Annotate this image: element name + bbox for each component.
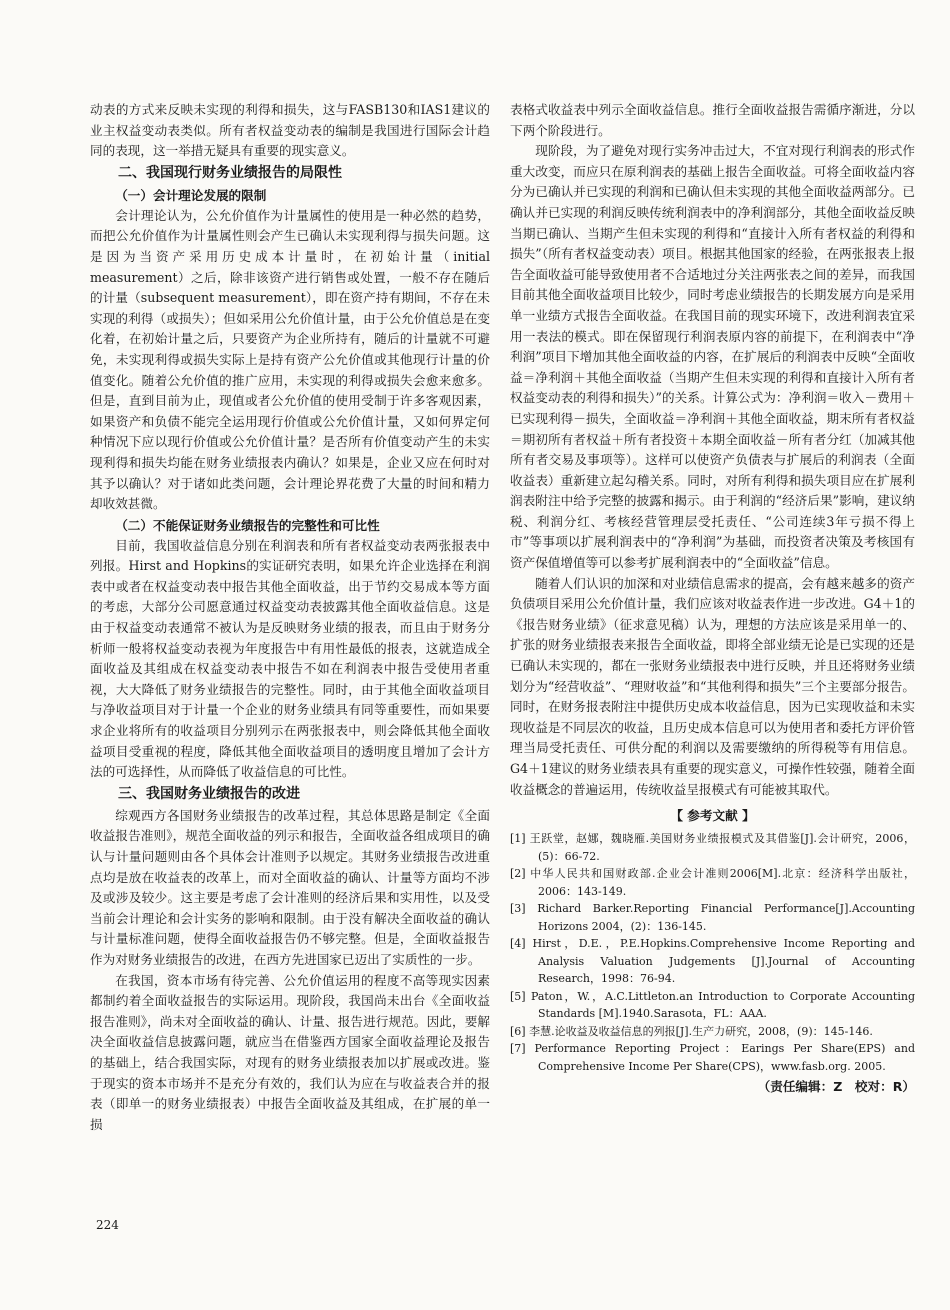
reference-item: [1] 王跃堂，赵娜，魏晓雁.美国财务业绩报模式及其借鉴[J].会计研究，2006，(5)：66-72. (510, 832, 915, 863)
body-paragraph: 会计理论认为，公允价值作为计量属性的使用是一种必然的趋势，而把公允价值作为计量属性则会产生已确认未实现利得与损失问题。这是因为当资产采用历史成本计量时，在初始计量（initial measurement）之后，除非该资产进行销售或处置，一般不存在随后的计量（subsequent measurement），即在资产持有期间，不存在未实现的利得（或损失）；但如采用公允价值计量，由于公允价值总是在变化着，在初始计量之后，只要资产为企业所持有，随后的计量就不可避免，未实现利得或损失实际上是持有资产公允价值或其他现行计量的价值变化。随着公允价值的推广应用，未实现的利得或损失会愈来愈多。但是，直到目前为止，现值或者公允价值的使用受制于许多客观因素，如果资产和负债不能完全运用现行价值或公允价值计量，又如何界定何种情况下应以现行价值或公允价值计量？是否所有价值变动产生的未实现利得和损失均能在财务业绩报表内确认？如果是，企业又应在何时对其予以确认？对于诸如此类问题，会计理论界花费了大量的时间和精力却收效甚微。 (90, 207, 490, 512)
body-paragraph: 在我国，资本市场有待完善、公允价值运用的程度不高等现实因素都制约着全面收益报告的实际运用。现阶段，我国尚未出台《全面收益报告准则》，尚未对全面收益的确认、计量、报告进行规范。因此，要解决全面收益信息披露问题，就应当在借鉴西方国家全面收益理论及报告的基础上，结合我国实际，对现有的财务业绩报表加以扩展或改进。鉴于现实的资本市场并不是充分有效的，我们认为应在与收益表合并的报表（即单一的财务业绩报表）中报告全面收益及其组成，在扩展的单一损 (90, 972, 490, 1132)
body-paragraph: 随着人们认识的加深和对业绩信息需求的提高，会有越来越多的资产负债项目采用公允价值计量，我们应该对收益表作进一步改进。G4＋1的《报告财务业绩》（征求意见稿）认为，理想的方法应该是采用单一的、扩张的财务业绩报表来报告全面收益，即将全部业绩无论是已实现的还是已确认未实现的，都在一张财务业绩报表中进行反映，并且还将财务业绩划分为“经营收益”、“理财收益”和“其他利得和损失”三个主要部分报告。同时，在财务报表附注中提供历史成本收益信息，因为已实现收益和未实现收益是不同层次的收益，且历史成本信息可以为使用者和委托方评价管理当局受托责任、可供分配的利润以及需要缴纳的所得税等有用信息。G4＋1建议的财务业绩表具有重要的现实意义，可操作性较强，随着全面收益概念的普遍运用，传统收益呈报模式有可能被其取代。 (510, 575, 915, 797)
page-number: 224 (96, 1218, 119, 1232)
subsection-heading: （二）不能保证财务业绩报告的完整性和可比性 (115, 517, 380, 533)
reference-list (510, 830, 915, 1075)
subsection-heading: （一）会计理论发展的限制 (115, 187, 267, 203)
body-paragraph: 目前，我国收益信息分别在利润表和所有者权益变动表两张报表中列报。Hirst and Hopkins的实证研究表明，如果允许企业选择在利润表中或者在权益变动表中报告其他全面收益，出于节约交易成本等方面的考虑，大部分公司愿意通过权益变动表披露其他全面收益信息。这是由于权益变动表通常不被认为是反映财务业绩的报表，而且由于财务分析师一般将权益变动表视为年度报告中有用性最低的报表，这就造成全面收益及其组成在权益变动表中报告不如在利润表中报告受使用者重视，大大降低了财务业绩报告的完整性。同时，由于其他全面收益项目与净收益项目对于计量一个企业的财务业绩具有同等重要性，而如果要求企业将所有的收益项目分别列示在两张报表中，则会降低其他全面收益项目受重视的程度，降低其他全面收益项目的透明度且增加了会计方法的可选择性，从而降低了收益信息的可比性。 (90, 537, 490, 780)
body-paragraph: 综观西方各国财务业绩报告的改革过程，其总体思路是制定《全面收益报告准则》，规范全面收益的列示和报告，全面收益各组成项目的确认与计量问题则由各个具体会计准则予以规定。其财务业绩报告改进重点均是放在收益表的改革上，而对全面收益的确认、计量等方面均不涉及或涉及较少。这主要是考虑了会计准则的经济后果和实用性，以及受当前会计理论和会计实务的影响和限制。由于没有解决全面收益的确认与计量标准问题，使得全面收益报告仍不够完整。但是，全面收益报告作为对财务业绩报告的改进，在西方先进国家已迈出了实质性的一步。 (90, 807, 490, 967)
left-column (90, 100, 490, 1135)
section-heading: 三、我国财务业绩报告的改进 (118, 785, 300, 802)
body-paragraph: 表格式收益表中列示全面收益信息。推行全面收益报告需循序渐进，分以下两个阶段进行。 (510, 102, 915, 138)
reference-item: [7] Performance Reporting Project：Earings Per Share(EPS) and Comprehensive Income Per Share(CPS)，www.fasb.org. 2005. (510, 1042, 915, 1073)
reference-item: [4] Hirst，D.E.，P.E.Hopkins.Comprehensive Income Reporting and Analysis Valuation Judgements [J].Journal of Accounting Research，1998：76-94. (510, 937, 915, 986)
right-column (510, 100, 915, 1097)
section-heading: 二、我国现行财务业绩报告的局限性 (118, 164, 342, 181)
body-paragraph: 现阶段，为了避免对现行实务冲击过大，不宜对现行利润表的形式作重大改变，而应只在原利润表的基础上报告全面收益。可将全面收益内容分为已确认并已实现的利润和已确认但未实现的其他全面收益两部分。已确认并已实现的利润反映传统利润表中的净利润部分，其他全面收益反映当期已确认、当期产生但未实现的利得和“直接计入所有者权益的利得和损失”（所有者权益变动表）项目。根据其他国家的经验，在两张报表上报告全面收益可能导致使用者不合适地过分关注两张表之间的差异，而我国目前其他全面收益项目比较少，同时考虑业绩报告的长期发展方向是采用单一业绩方式报告全面收益。在我国目前的现实环境下，改进利润表宜采用一表法的模式。即在保留现行利润表原内容的前提下，在利润表中“净利润”项目下增加其他全面收益的内容，在扩展后的利润表中反映“全面收益＝净利润＋其他全面收益（当期产生但未实现的利得和直接计入所有者权益变动表的利得和损失）”的关系。计算公式为：净利润＝收入－费用＋已实现利得－损失，全面收益＝净利润＋其他全面收益，期末所有者权益＝期初所有者权益＋所有者投资＋本期全面收益－所有者分红（加减其他所有者交易及事项等）。这样可以使资产负债表与扩展后的利润表（全面收益表）重新建立起勾稽关系。同时，对所有利得和损失项目应在扩展利润表附注中给予完整的披露和揭示。由于利润的“经济后果”影响，建议纳税、利润分红、考核经营管理层受托责任、“公司连续3年亏损不得上市”等事项以扩展利润表中的“净利润”为基础，而投资者决策及考核国有资产保值增值等可以参考扩展利润表中的“全面收益”信息。 (510, 143, 915, 571)
reference-item: [5] Paton，W.，A.C.Littleton.an Introduction to Corporate Accounting Standards [M].1940.Sarasota，FL：AAA. (510, 989, 915, 1021)
body-paragraph: 动表的方式来反映未实现的利得和损失，这与FASB130和IAS1建议的业主权益变动表类似。所有者权益变动表的编制是我国进行国际会计趋同的表现，这一举措无疑具有重要的现实意义。 (90, 102, 490, 159)
reference-item: [3] Richard Barker.Reporting Financial Performance[J].Accounting Horizons 2004，(2)：136-145. (510, 902, 915, 933)
references-title: 【 参考文献 】 (670, 808, 755, 824)
editor-credit: （责任编辑：Z 校对：R） (757, 1079, 915, 1095)
reference-item: [2] 中华人民共和国财政部.企业会计准则2006[M].北京：经济科学出版社，2006：143-149. (510, 867, 915, 898)
reference-item: [6] 李慧.论收益及收益信息的列报[J].生产力研究，2008，(9)：145-146. (510, 1024, 873, 1038)
